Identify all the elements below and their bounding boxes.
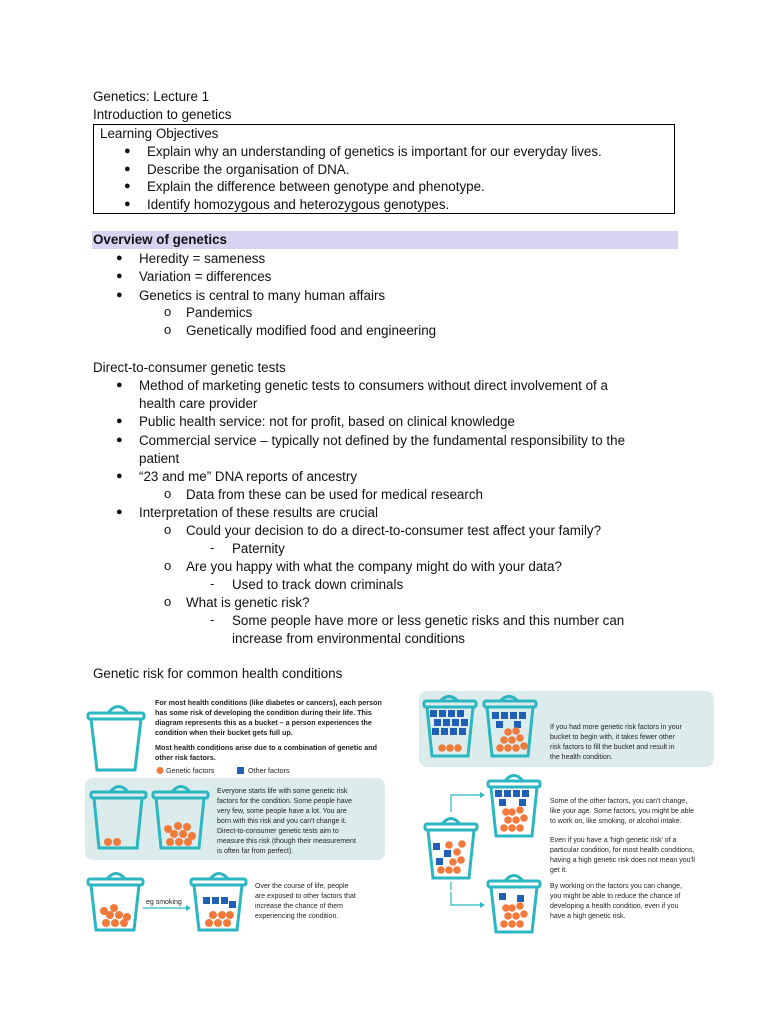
figure-text: are exposed to other factors that — [255, 893, 356, 900]
list-item: Interpretation of these results are crucial — [139, 505, 378, 520]
list-item-continued: increase from environmental conditions — [232, 631, 465, 646]
lecture-subtitle: Introduction to genetics — [93, 107, 232, 122]
genetic-factor-cluster — [205, 911, 234, 927]
figure-text: is often far from perfect). — [217, 848, 294, 855]
dash-bullet-icon: - — [210, 540, 215, 555]
other-factor-cluster — [499, 893, 524, 902]
figure-text: particular condition, for most health conditions, — [550, 847, 695, 854]
arrowhead-icon — [186, 905, 191, 911]
list-item: What is genetic risk? — [186, 595, 310, 610]
learning-objectives-list — [94, 143, 602, 213]
list-item: Pandemics — [186, 305, 253, 320]
sub-bullet-icon: o — [164, 322, 172, 337]
bullet-icon: ● — [116, 415, 123, 427]
sub-bullet-icon: o — [164, 486, 172, 501]
list-item — [94, 196, 602, 214]
genetic-factor-cluster — [500, 806, 528, 832]
genetic-factor-cluster — [438, 744, 462, 752]
sub-bullet-icon: o — [164, 558, 172, 573]
genetic-factor-dot — [113, 838, 121, 846]
legend-genetic-label: Genetic factors — [166, 766, 215, 775]
dtc-heading: Direct-to-consumer genetic tests — [93, 360, 286, 375]
bullet-icon: ● — [124, 197, 131, 210]
sub-bullet-icon: o — [164, 304, 172, 319]
sub-bullet-icon: o — [164, 522, 172, 537]
bullet-icon: ● — [116, 252, 123, 264]
figure-text: condition when their bucket gets full up. — [155, 728, 293, 737]
list-item-continued: patient — [139, 451, 180, 466]
figure-text: factors for the condition. Some people have — [217, 798, 353, 805]
list-item: Are you happy with what the company might do with your data? — [186, 559, 562, 574]
list-item: Used to track down criminals — [232, 577, 404, 592]
list-item-continued: health care provider — [139, 396, 258, 411]
objective-text: Explain why an understanding of genetics is important for our everyday lives. — [147, 144, 602, 159]
lecture-title: Genetics: Lecture 1 — [93, 89, 210, 104]
figure-text: Even if you have a 'high genetic risk' of a — [550, 837, 677, 844]
learning-objectives-heading: Learning Objectives — [100, 126, 219, 141]
figure-text: born with this risk and you can't change it. — [217, 818, 347, 825]
list-item: Method of marketing genetic tests to consumers without direct involvement of a — [139, 378, 608, 393]
figure-text: having a high genetic risk does not mean you'll — [550, 857, 695, 864]
overview-heading: Overview of genetics — [92, 231, 678, 249]
figure-text: bucket to begin with, it takes fewer other — [550, 734, 675, 741]
figure-text: very few, some people have a lot. You are — [217, 808, 347, 815]
bullet-icon: ● — [116, 506, 123, 518]
list-item: Could your decision to do a direct-to-consumer test affect your family? — [186, 523, 602, 538]
legend-other-label: Other factors — [248, 766, 290, 775]
figure-text: you might be able to reduce the chance of — [550, 893, 681, 900]
genetic-risk-bucket-diagram — [80, 688, 720, 938]
figure-text: If you had more genetic risk factors in your — [550, 724, 682, 731]
figure-text: Some of the other factors, you can't change, — [550, 798, 688, 805]
figure-text: get it. — [550, 867, 568, 874]
dash-bullet-icon: - — [210, 576, 215, 591]
dash-bullet-icon: - — [210, 612, 215, 627]
list-item: Commercial service – typically not defined by the fundamental responsibility to the — [139, 433, 626, 448]
list-item — [94, 161, 602, 179]
legend-other-marker — [237, 767, 244, 774]
figure-text: the health condition. — [550, 754, 613, 761]
bullet-icon: ● — [116, 289, 123, 301]
sub-bullet-icon: o — [164, 594, 172, 609]
list-item: Public health service: not for profit, based on clinical knowledge — [139, 414, 515, 429]
bullet-icon: ● — [116, 379, 123, 391]
bullet-icon: ● — [116, 470, 123, 482]
genetic-factor-cluster — [100, 904, 131, 927]
other-factor-cluster — [495, 790, 529, 806]
smoking-label: eg smoking — [146, 899, 182, 906]
bucket-icon — [88, 707, 144, 771]
figure-text: developing a health condition, even if you — [550, 903, 679, 910]
bullet-icon: ● — [116, 270, 123, 282]
objective-text: Explain the difference between genotype and phenotype. — [147, 179, 485, 194]
figure-text: By working on the factors you can change, — [550, 883, 682, 890]
arrowhead-icon — [480, 792, 485, 798]
figure-text: Over the course of life, people — [255, 883, 349, 890]
bullet-icon: ● — [124, 180, 131, 192]
bullet-icon: ● — [116, 434, 123, 446]
legend-genetic-marker — [157, 767, 164, 774]
figure-text: has some risk of developing the condition during their life. This — [155, 708, 372, 717]
list-item: Data from these can be used for medical research — [186, 487, 483, 502]
genetic-factor-cluster — [437, 840, 466, 874]
list-item: Some people have more or less genetic risks and this number can — [232, 613, 625, 628]
list-item — [94, 178, 602, 196]
objective-text: Describe the organisation of DNA. — [147, 161, 350, 177]
figure-text: experiencing the condition. — [255, 913, 339, 920]
list-item: Paternity — [232, 541, 285, 556]
figure-text: For most health conditions (like diabetes or cancers), each person — [155, 698, 382, 707]
figure-text: to work on, like smoking, or alcohol intake. — [550, 818, 682, 825]
figure-text: other risk factors. — [155, 753, 216, 762]
list-item: “23 and me” DNA reports of ancestry — [139, 469, 358, 484]
figure-text: diagram represents this as a bucket – a person experiences the — [155, 718, 372, 727]
figure-text: increase the chance of them — [255, 903, 343, 910]
other-factor-cluster — [203, 897, 236, 908]
bullet-icon: ● — [124, 162, 131, 175]
list-item: Variation = differences — [139, 269, 272, 284]
genetic-risk-heading: Genetic risk for common health conditions — [93, 666, 343, 681]
figure-text: Direct-to-consumer genetic tests aim to — [217, 828, 339, 835]
list-item — [94, 143, 602, 161]
arrowhead-icon — [480, 902, 485, 908]
figure-text: Everyone starts life with some genetic risk — [217, 788, 348, 795]
figure-text: like your age. Some factors, you might be able — [550, 808, 694, 815]
bullet-icon: ● — [124, 145, 131, 157]
figure-text: have a high genetic risk. — [550, 913, 626, 920]
objective-text: Identify homozygous and heterozygous genotypes. — [147, 196, 450, 212]
figure-text: Most health conditions arise due to a combination of genetic and — [155, 743, 378, 752]
figure-text: risk factors to fill the bucket and result in — [550, 744, 675, 751]
list-item: Genetically modified food and engineering — [186, 323, 437, 338]
genetic-factor-dot — [104, 838, 112, 846]
list-item: Genetics is central to many human affairs — [139, 288, 386, 303]
learning-objectives-box — [93, 124, 675, 214]
list-item: Heredity = sameness — [139, 251, 266, 266]
figure-text: measure this risk (though their measurement — [217, 838, 356, 845]
genetic-factor-cluster — [500, 902, 528, 928]
